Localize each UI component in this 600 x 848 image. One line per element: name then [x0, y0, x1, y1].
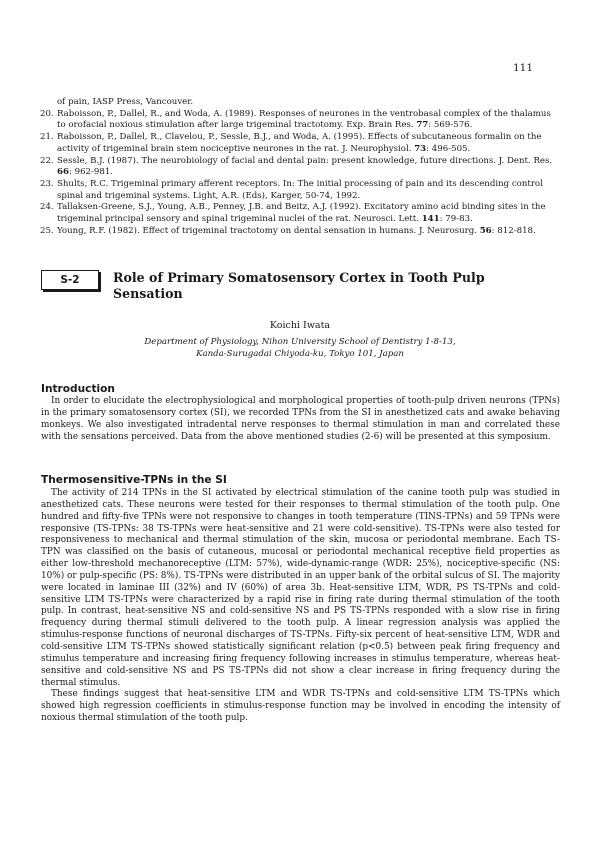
reference-pages: : 79-83.	[439, 214, 473, 225]
reference-item	[40, 226, 560, 238]
affiliation-line: Kanda-Surugadai Chiyoda-ku, Tokyo 101, Japan	[196, 348, 404, 359]
reference-number: 25.	[40, 225, 54, 236]
reference-pages: : 569-576.	[428, 120, 473, 131]
reference-text: Raboisson, P., Dallel, R., and Woda, A. (1989). Responses of neurones in the ventrobasal complex of the thalamus to orofacial noxious stimulation after large trigeminal tractotomy. Exp. Brain Res.	[57, 108, 551, 131]
session-tag: S-2	[41, 270, 99, 290]
reference-pages: : 812-818.	[491, 225, 536, 236]
reference-item	[40, 202, 560, 225]
reference-item	[40, 156, 560, 179]
thermosensitive-body	[41, 488, 560, 725]
reference-text: Raboisson, P., Dallel, R., Clavelou, P., Sessle, B.J., and Woda, A. (1995). Effects of subcutaneous formalin on the activity of trigeminal brain stem nociceptive neurones in the rat. J. Neurophysiol.	[57, 132, 542, 154]
page-number: 111	[512, 62, 533, 74]
reference-list	[40, 97, 560, 237]
paragraph: These findings suggest that heat-sensitive LTM and WDR TS-TPNs and cold-sensitive LTM TS-TPNs which showed high regression coefficients in stimulus-response function may be involved in encoding the intensity of noxious thermal stimulation of the tooth pulp.	[41, 689, 560, 724]
reference-text: Sessle, B.J. (1987). The neurobiology of facial and dental pain: present knowledge, future directions. J. Dent. Res.	[57, 155, 553, 166]
author-name: Koichi Iwata	[269, 320, 331, 331]
reference-item	[40, 109, 560, 132]
reference-text: of pain, IASP Press, Vancouver.	[57, 97, 194, 107]
session-title: Role of Primary Somatosensory Cortex in Tooth Pulp Sensation	[113, 270, 485, 301]
reference-pages: : 496-505.	[426, 143, 471, 154]
reference-text: Tallaksen-Greene, S.J., Young, A.B., Penney, J.B. and Beitz, A.J. (1992). Excitatory amino acid binding sites in the trigeminal principal sensory and spinal trigeminal nuclei of the rat. Neurosci. Lett.	[57, 202, 546, 225]
reference-item	[40, 179, 560, 202]
reference-number: 24.	[40, 202, 54, 213]
reference-number: 20.	[40, 108, 54, 119]
reference-volume: 141	[421, 214, 440, 225]
introduction-body	[41, 396, 560, 443]
reference-item	[40, 132, 560, 155]
thermosensitive-heading: Thermosensitive-TPNs in the SI	[41, 474, 227, 486]
reference-pages: : 962-981.	[68, 167, 114, 178]
paragraph: In order to elucidate the electrophysiological and morphological properties of tooth-pulp driven neurons (TPNs) in the primary somatosensory cortex (SI), we recorded TPNs from the SI in anesthetized cats and awake behaving monkeys. We also investigated intradental nerve responses to thermal stimulation in man and correlated these with the sensations perceived. Data from the above mentioned studies (2-6) will be presented at this symposium.	[41, 396, 560, 442]
affiliation-line: Department of Physiology, Nihon University School of Dentistry 1-8-13,	[144, 337, 456, 347]
author-affiliation	[0, 337, 600, 360]
reference-text: Shults, R.C. Trigeminal primary afferent receptors. In: The initial processing of pain and its descending control spinal and trigeminal systems. Light, A.R. (Eds), Karger, 50-74, 1992.	[57, 178, 543, 201]
reference-volume: 66	[57, 167, 69, 178]
reference-item	[40, 97, 560, 109]
reference-number: 22.	[40, 155, 54, 166]
reference-number: 21.	[40, 132, 54, 143]
introduction-heading: Introduction	[41, 383, 115, 395]
reference-number: 23.	[40, 178, 54, 189]
reference-volume: 73	[414, 143, 427, 154]
paragraph: The activity of 214 TPNs in the SI activated by electrical stimulation of the canine tooth pulp was studied in anesthetized cats. These neurons were tested for their responses to thermal stimulation of the tooth pulp. One hundred and fifty-five TPNs were not responsive to changes in tooth temperature (TINS-TPNs) and 59 TPNs were responsive (TS-TPNs: 38 TS-TPNs were heat-sensitive and 21 were cold-sensitive). TS-TPNs were also tested for responsiveness to mechanical and thermal stimulation of the skin, mucosa or periodontal membrane. Each TS-TPN was classified on the basis of cutaneous, mucosal or periodontal mechanical receptive field properties as either low-threshold mechanoreceptive (LTM: 57%), wide-dynamic-range (WDR: 25%), nociceptive-specific (NS: 10%) or pulp-specific (PS: 8%). TS-TPNs were distributed in an upper bank of the orbital sulcus of SI. The majority were located in laminae III (32%) and IV (60%) of area 3b. Heat-sensitive LTM, WDR, PS TS-TPNs and cold-sensitive LTM TS-TPNs were characterized by a rapid rise in firing rate during thermal stimulation of the tooth pulp. In contrast, heat-sensitive NS and cold-sensitive NS and PS TS-TPNs responded with a slow rise in firing frequency during thermal stimuli delivered to the tooth pulp. A linear regression analysis was applied the stimulus-response functions of neuronal discharges of TS-TPNs. Fifty-six percent of heat-sensitive LTM, WDR and cold-sensitive LTM TS-TPNs showed statistically significant relation (p<0.5) between peak firing frequency and stimulus temperature and increasing firing frequency following increases in stimulus temperature, whereas heat-sensitive and cold-sensitive NS and PS TS-TPNs did not show a clear increase in firing frequency during the thermal stimulus.	[41, 488, 560, 688]
reference-text: Young, R.F. (1982). Effect of trigeminal tractotomy on dental sensation in humans. J. Neurosurg.	[57, 225, 480, 236]
reference-volume: 56	[479, 225, 492, 236]
reference-volume: 77	[416, 120, 429, 131]
